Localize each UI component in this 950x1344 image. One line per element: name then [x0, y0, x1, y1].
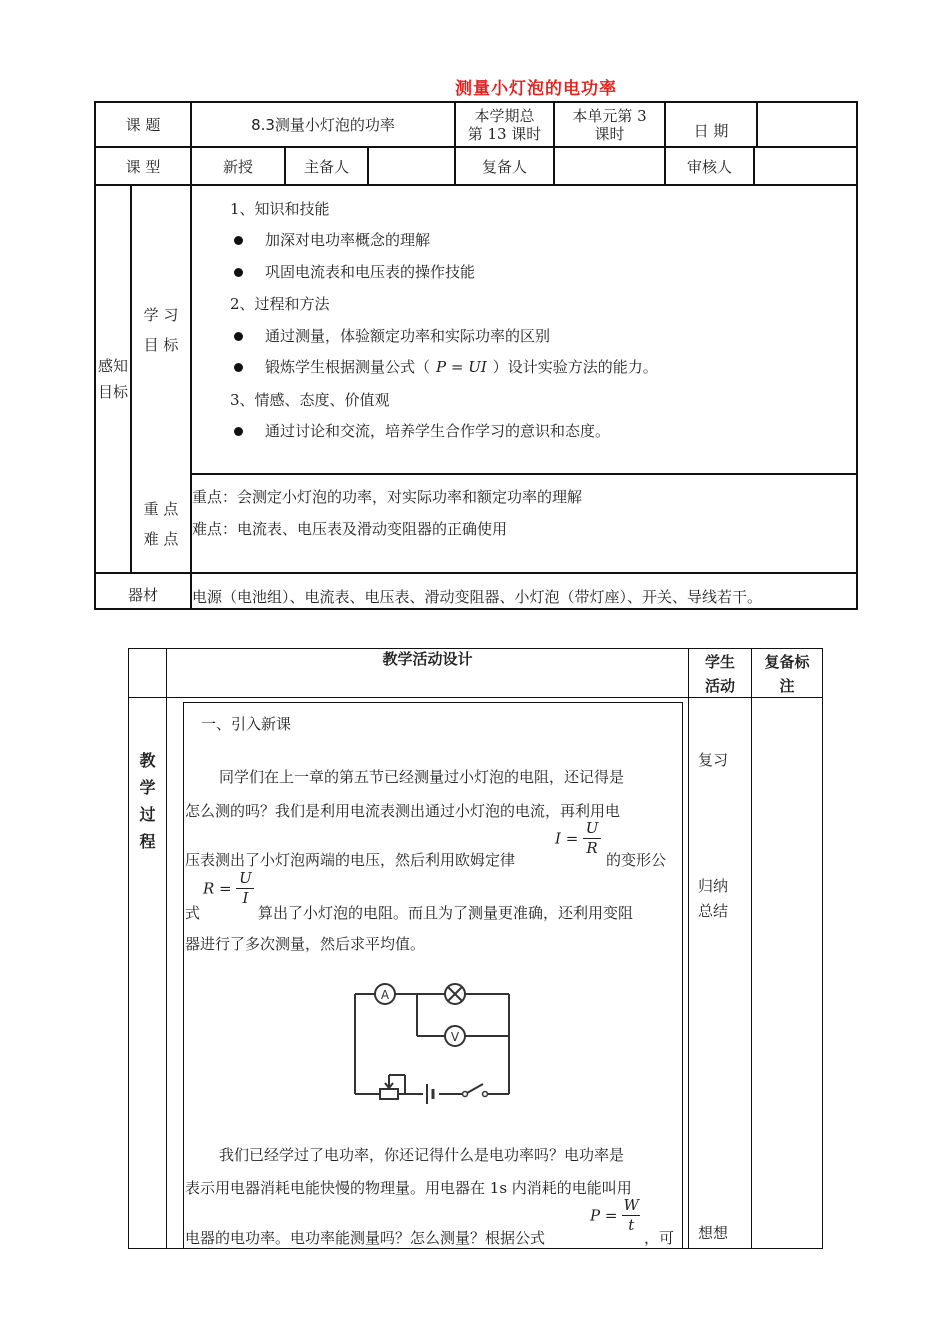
unit-count-line1: 本单元第 3 — [572, 106, 647, 125]
lead-preparer-label: 主备人 — [303, 158, 349, 176]
formula-lhs: R = — [203, 879, 232, 898]
paragraph-line: 算出了小灯泡的电阻。而且为了测量更准确，还利用变阻 — [258, 904, 634, 922]
goal-heading-attitude: 3、情感、态度、价值观 — [230, 391, 390, 409]
goal-heading-process: 2、过程和方法 — [230, 295, 330, 313]
document-title: 测量小灯泡的电功率 — [455, 79, 617, 99]
row-divider — [94, 572, 858, 574]
learning-goals-line1: 学 习 — [143, 305, 179, 324]
denominator: t — [628, 1216, 635, 1234]
table-border-left — [128, 648, 129, 1249]
goal-item — [234, 357, 658, 377]
perception-goals-label — [96, 186, 130, 572]
col-divider — [751, 648, 752, 1249]
table-border-right — [856, 101, 858, 610]
learning-goals-label — [132, 186, 190, 473]
goal-item — [234, 262, 475, 282]
goal-item-text: 锻炼学生根据测量公式（ — [265, 358, 431, 376]
difficult-point: 难点：电流表、电压表及滑动变阻器的正确使用 — [192, 520, 508, 538]
header-design: 教学活动设计 — [382, 650, 473, 668]
bullet-icon — [234, 236, 243, 245]
header-student-activity — [689, 650, 751, 697]
rheostat-icon — [380, 1075, 405, 1099]
header-notes-line2: 注 — [779, 676, 795, 695]
voltmeter-icon — [445, 1026, 465, 1046]
table-border-bottom — [128, 1248, 823, 1249]
switch-icon — [463, 1084, 488, 1097]
header-notes — [752, 650, 822, 697]
key-points-label — [132, 475, 190, 572]
paragraph-line: 表示用电器消耗电能快慢的物理量。用电器在 1s 内消耗的电能叫用 — [185, 1179, 632, 1197]
term-count-line1: 本学期总 — [474, 106, 535, 125]
col-divider — [166, 648, 167, 1249]
bullet-icon — [234, 363, 243, 372]
bullet-icon — [234, 427, 243, 436]
fraction — [236, 870, 254, 907]
fraction — [622, 1197, 640, 1234]
paragraph-line: 式 — [185, 904, 201, 922]
header-student-line2: 活动 — [704, 676, 735, 695]
ammeter-icon — [375, 984, 395, 1004]
learning-goals-line2: 目 标 — [143, 335, 179, 354]
paragraph-line: 怎么测的吗？我们是利用电流表测出通过小灯泡的电流，再利用电 — [185, 802, 621, 820]
col-divider — [688, 648, 689, 1249]
inner-frame-left — [183, 702, 184, 1249]
reviewer-value[interactable] — [755, 148, 856, 186]
goal-item-text: ）设计实验方法的能力。 — [492, 358, 658, 376]
co-preparer-value[interactable] — [555, 148, 664, 186]
numerator: W — [623, 1196, 639, 1214]
paragraph-line: 同学们在上一章的第五节已经测量过小灯泡的电阻，还记得是 — [219, 768, 625, 786]
reviewer-label: 审核人 — [686, 158, 732, 176]
lesson-header-table — [94, 101, 858, 610]
goal-item — [234, 326, 550, 346]
lesson-type-value: 新授 — [222, 158, 253, 176]
power-definition-formula — [590, 1197, 640, 1234]
table-border-bottom — [94, 608, 858, 610]
header-notes-line1: 复备标 — [764, 652, 810, 671]
key-points-line1: 重 点 — [143, 499, 179, 518]
formula-lhs: P = — [590, 1206, 618, 1225]
numerator: U — [585, 819, 599, 837]
topic-label: 课 题 — [125, 115, 161, 134]
paragraph-line: 电器的电功率。电功率能测量吗？怎么测量？根据公式 — [185, 1229, 546, 1247]
goal-item-text: 通过测量，体验额定功率和实际功率的区别 — [265, 327, 551, 345]
lesson-type-label: 课 型 — [125, 158, 161, 176]
activity-table — [128, 648, 823, 1250]
fraction — [583, 820, 601, 857]
perception-goals-line2: 目标 — [97, 383, 128, 401]
power-formula: P = UI — [436, 358, 487, 376]
equipment-value: 电源（电池组）、电流表、电压表、滑动变阻器、小灯泡（带灯座）、开关、导线若干。 — [192, 588, 763, 606]
co-preparer-label: 复备人 — [481, 158, 527, 176]
student-activity: 归纳 — [698, 877, 729, 895]
section-title: 一、引入新课 — [201, 715, 292, 733]
unit-lesson-count — [555, 103, 664, 146]
paragraph-line: 我们已经学过了电功率，你还记得什么是电功率吗？电功率是 — [219, 1146, 625, 1164]
battery-icon — [427, 1084, 433, 1104]
paragraph-line: 的变形公 — [606, 851, 667, 869]
bullet-icon — [234, 332, 243, 341]
goal-heading-knowledge: 1、知识和技能 — [230, 200, 330, 218]
date-value[interactable] — [758, 103, 856, 146]
process-char: 程 — [139, 832, 156, 851]
student-activity: 复习 — [698, 751, 729, 769]
student-activity: 总结 — [698, 902, 729, 920]
resistance-formula — [203, 870, 254, 907]
process-char: 学 — [139, 778, 156, 797]
paragraph-line: 压表测出了小灯泡两端的电压，然后利用欧姆定律 — [185, 851, 516, 869]
date-label: 日 期 — [693, 121, 729, 140]
lead-preparer-value[interactable] — [369, 148, 454, 186]
equipment-label: 器材 — [127, 586, 158, 604]
ammeter-label: A — [380, 988, 390, 1002]
perception-goals-line1: 感知 — [97, 357, 128, 375]
paragraph-line: ，可 — [644, 1229, 675, 1247]
row-divider — [190, 473, 858, 475]
goal-item — [234, 421, 610, 441]
voltmeter-label: V — [450, 1030, 460, 1044]
denominator: I — [242, 889, 249, 907]
inner-frame-top — [183, 702, 683, 703]
formula-lhs: I = — [555, 829, 579, 848]
goal-item-text: 巩固电流表和电压表的操作技能 — [265, 263, 476, 281]
key-points-line2: 难 点 — [143, 529, 179, 548]
unit-count-line2: 课时 — [594, 124, 625, 143]
denominator: R — [586, 839, 598, 857]
teaching-process-label — [129, 746, 166, 856]
numerator: U — [239, 869, 252, 887]
topic-value: 8.3测量小灯泡的功率 — [251, 115, 395, 134]
circuit-diagram — [347, 980, 519, 1110]
goal-item-text: 加深对电功率概念的理解 — [265, 231, 431, 249]
table-border-right — [822, 648, 823, 1249]
goal-item-text: 通过讨论和交流，培养学生合作学习的意识和态度。 — [265, 422, 611, 440]
bullet-icon — [234, 268, 243, 277]
header-student-line1: 学生 — [704, 652, 735, 671]
process-char: 教 — [139, 751, 156, 770]
key-point: 重点：会测定小灯泡的功率，对实际功率和额定功率的理解 — [192, 488, 583, 506]
goal-item — [234, 230, 430, 250]
paragraph-line: 器进行了多次测量，然后求平均值。 — [185, 935, 426, 953]
lamp-icon — [445, 984, 465, 1004]
ohms-law-formula — [555, 820, 601, 857]
term-lesson-count — [456, 103, 553, 146]
term-count-line2: 第 13 课时 — [467, 124, 542, 143]
student-activity: 想想 — [698, 1224, 729, 1242]
process-char: 过 — [139, 805, 156, 824]
inner-frame-right — [682, 702, 683, 1249]
